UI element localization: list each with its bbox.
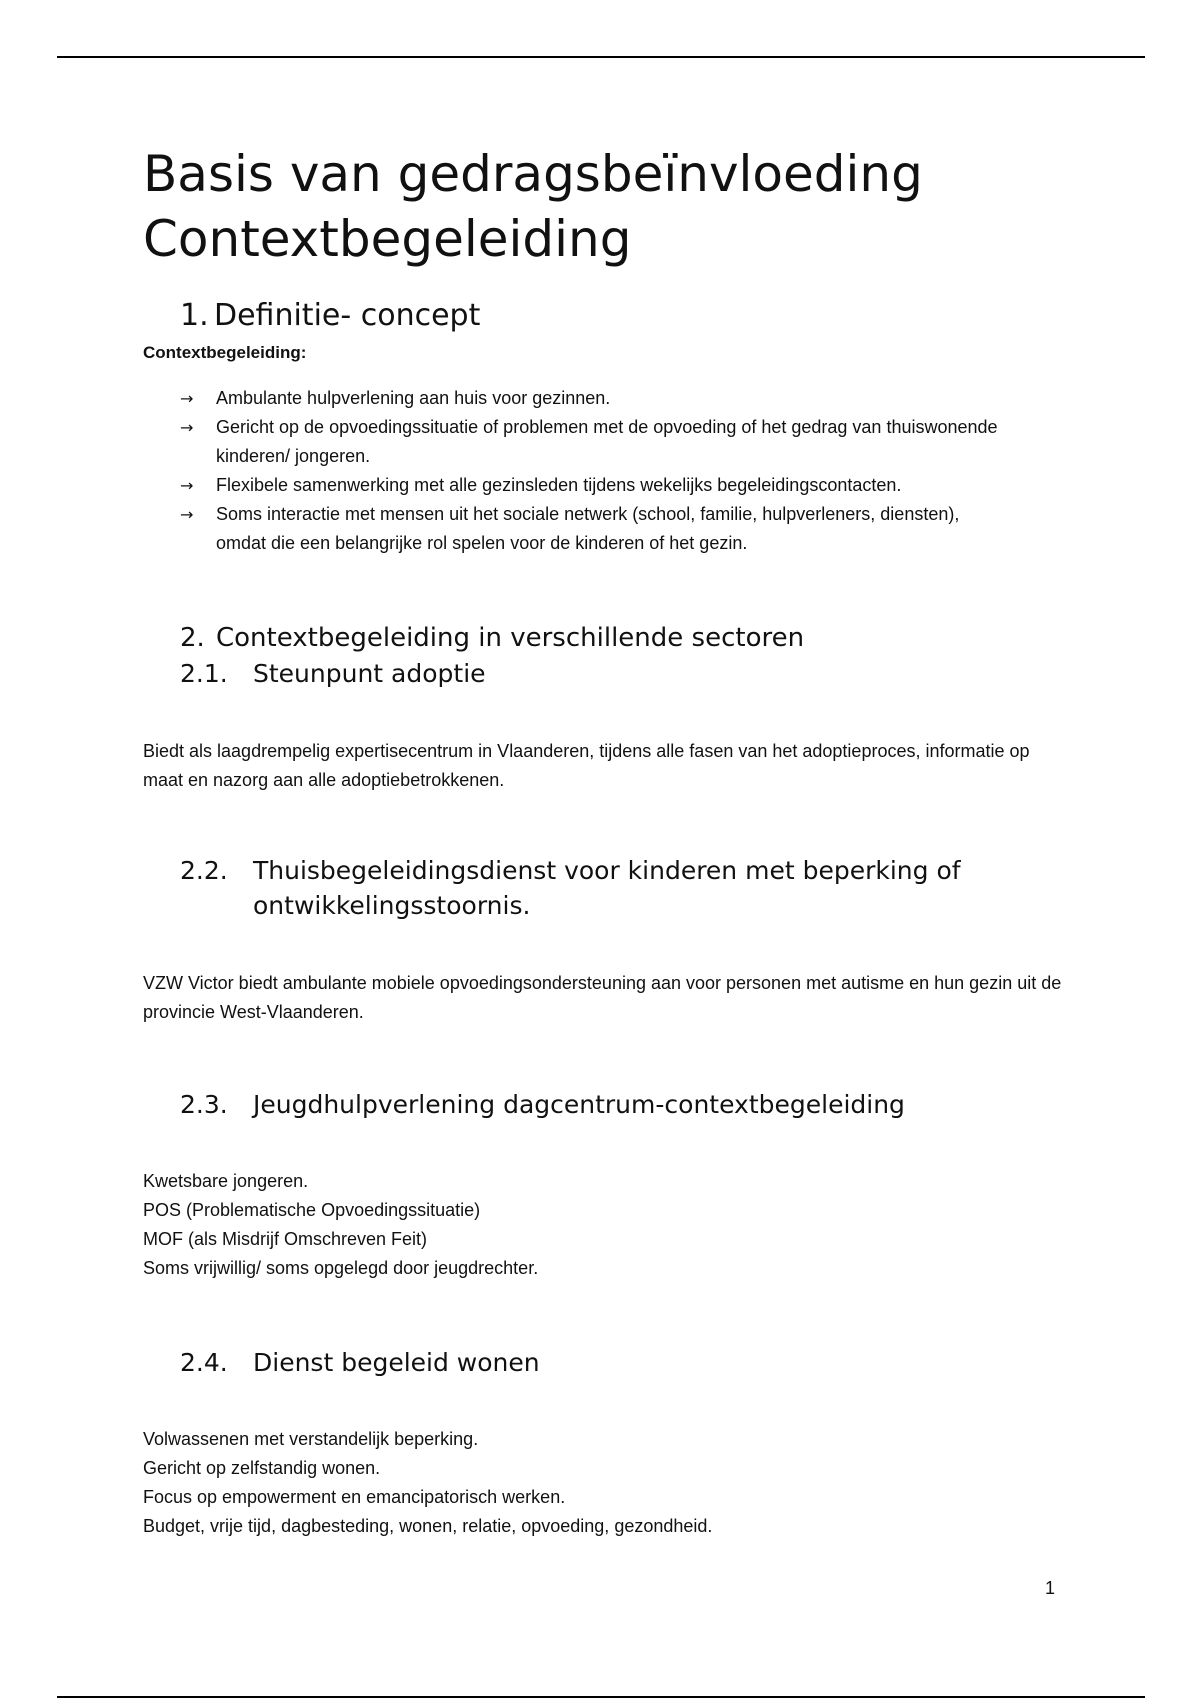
text-line: Soms vrijwillig/ soms opgelegd door jeugdrechter. — [143, 1258, 539, 1278]
bullet-text: Ambulante hulpverlening aan huis voor gezinnen. — [216, 388, 611, 408]
subsection-2-3-title: Jeugdhulpverlening dagcentrum-contextbegeleiding — [253, 1090, 905, 1119]
subsection-2-2-heading — [180, 853, 1013, 923]
arrow-right-icon: → — [180, 476, 194, 495]
subsection-2-1-heading — [180, 656, 1013, 691]
bullet-item — [180, 413, 1010, 471]
definition-bullet-list — [180, 384, 1010, 558]
bullet-item — [180, 384, 1010, 413]
bottom-rule — [57, 1696, 1145, 1698]
section-2-number: 2. — [180, 623, 205, 653]
arrow-right-icon: → — [180, 418, 194, 437]
bullet-text: Flexibele samenwerking met alle gezinsleden tijdens wekelijks begeleidingscontacten. — [216, 475, 902, 495]
subsection-2-2-text: VZW Victor biedt ambulante mobiele opvoedingsondersteuning aan voor personen met autisme en hun gezin uit de provincie West-Vlaanderen. — [143, 973, 1062, 1022]
subsection-2-2-number: 2.2. — [180, 856, 228, 885]
title-line-2: Contextbegeleiding — [143, 210, 632, 268]
subsection-2-1-text: Biedt als laagdrempelig expertisecentrum in Vlaanderen, tijdens alle fasen van het adoptieproces, informatie op maat en nazorg aan alle adoptiebetrokkenen. — [143, 741, 1030, 790]
section-2-heading — [180, 620, 804, 656]
section-1-number: 1. — [180, 298, 209, 333]
subsection-2-3-lines — [143, 1167, 1063, 1283]
bullet-item — [180, 500, 1010, 558]
text-line: Kwetsbare jongeren. — [143, 1171, 309, 1191]
top-rule — [57, 56, 1145, 58]
subsection-2-1-title: Steunpunt adoptie — [253, 659, 486, 688]
subsection-2-4-heading — [180, 1345, 1013, 1380]
subsection-2-3-heading — [180, 1087, 1013, 1122]
subsection-2-2-title: Thuisbegeleidingsdienst voor kinderen met beperking of ontwikkelingsstoornis. — [253, 856, 961, 920]
text-line: Focus op empowerment en emancipatorisch werken. — [143, 1487, 566, 1507]
bullet-text: Gericht op de opvoedingssituatie of problemen met de opvoeding of het gedrag van thuiswonende kinderen/ jongeren. — [216, 417, 998, 466]
subsection-2-4-lines — [143, 1425, 1063, 1541]
document-title — [143, 142, 923, 272]
definition-label: Contextbegeleiding: — [143, 343, 307, 362]
subsection-2-1-number: 2.1. — [180, 659, 228, 688]
bullet-item — [180, 471, 1010, 500]
text-line: Budget, vrije tijd, dagbesteding, wonen, relatie, opvoeding, gezondheid. — [143, 1516, 713, 1536]
text-line: Gericht op zelfstandig wonen. — [143, 1458, 381, 1478]
text-line: POS (Problematische Opvoedingssituatie) — [143, 1200, 481, 1220]
section-1-title: Definitie- concept — [214, 298, 481, 333]
text-line: MOF (als Misdrijf Omschreven Feit) — [143, 1229, 428, 1249]
title-line-1: Basis van gedragsbeïnvloeding — [143, 145, 923, 203]
page-number: 1 — [1045, 1578, 1056, 1598]
section-1-heading — [180, 298, 480, 334]
arrow-right-icon: → — [180, 389, 194, 408]
arrow-right-icon: → — [180, 505, 194, 524]
text-line: Volwassenen met verstandelijk beperking. — [143, 1429, 479, 1449]
subsection-2-3-number: 2.3. — [180, 1090, 228, 1119]
subsection-2-4-number: 2.4. — [180, 1348, 228, 1377]
section-2-title: Contextbegeleiding in verschillende sectoren — [216, 623, 805, 653]
subsection-2-4-title: Dienst begeleid wonen — [253, 1348, 540, 1377]
bullet-text: Soms interactie met mensen uit het sociale netwerk (school, familie, hulpverleners, diensten), omdat die een belangrijke rol spelen voor de kinderen of het gezin. — [216, 504, 960, 553]
